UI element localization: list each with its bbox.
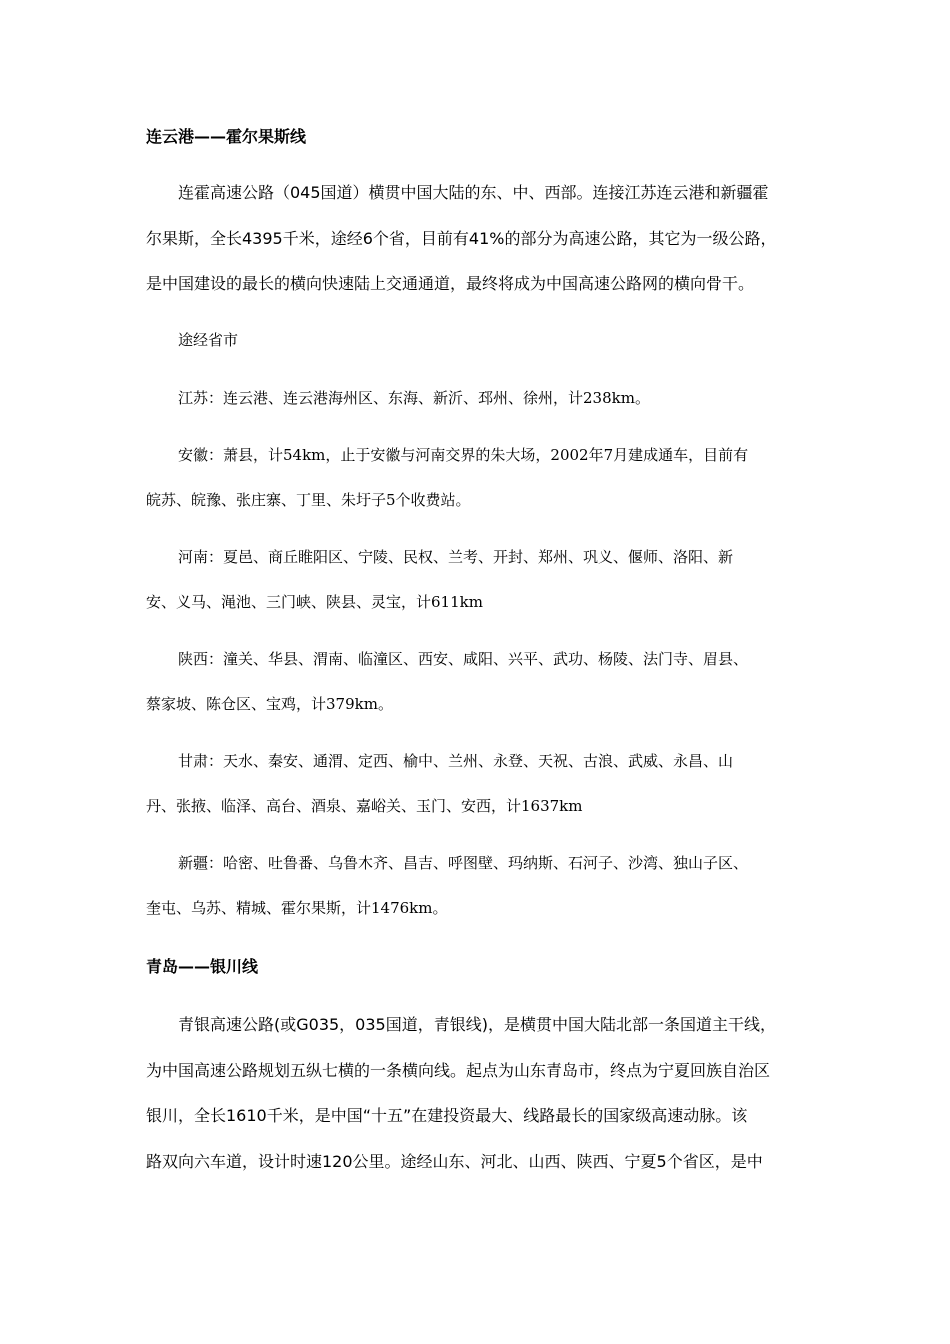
paragraph-line: 路双向六车道，设计时速120公里。途经山东、河北、山西、陕西、宁夏5个省区，是中: [146, 1152, 763, 1171]
paragraph-line: 为中国高速公路规划五纵七横的一条横向线。起点为山东青岛市，终点为宁夏回族自治区: [146, 1061, 771, 1080]
route-heading: 途经省市: [178, 331, 239, 349]
province-line: 陕西：潼关、华县、渭南、临潼区、西安、咸阳、兴平、武功、杨陵、法门寺、眉县、: [178, 650, 749, 668]
province-line: 蔡家坡、陈仓区、宝鸡，计379km。: [146, 695, 393, 713]
province-line: 奎屯、乌苏、精城、霍尔果斯，计1476km。: [146, 899, 448, 917]
paragraph-line: 青银高速公路(或G035，035国道，青银线)，是横贯中国大陆北部一条国道主干线，: [178, 1015, 776, 1034]
province-line: 丹、张掖、临泽、高台、酒泉、嘉峪关、玉门、安西，计1637km: [146, 797, 583, 815]
paragraph-line: 银川，全长1610千米，是中国“十五”在建投资最大、线路最长的国家级高速动脉。该: [146, 1106, 748, 1125]
paragraph-line: 尔果斯，全长4395千米，途经6个省，目前有41%的部分为高速公路，其它为一级公路，: [146, 229, 777, 248]
province-line: 甘肃：天水、秦安、通渭、定西、榆中、兰州、永登、天祝、古浪、武威、永昌、山: [178, 752, 734, 770]
section-title: 连云港——霍尔果斯线: [146, 127, 307, 146]
paragraph-line: 是中国建设的最长的横向快速陆上交通通道，最终将成为中国高速公路网的横向骨干。: [146, 274, 755, 293]
province-line: 皖苏、皖豫、张庄寨、丁里、朱圩子5个收费站。: [146, 491, 471, 509]
province-line: 安、义马、渑池、三门峡、陕县、灵宝，计611km: [146, 593, 483, 611]
province-line: 安徽：萧县，计54km，止于安徽与河南交界的朱大场，2002年7月建成通车，目前有: [178, 446, 749, 464]
province-line: 新疆：哈密、吐鲁番、乌鲁木齐、昌吉、呼图壁、玛纳斯、石河子、沙湾、独山子区、: [178, 854, 749, 872]
section-title: 青岛——银川线: [146, 957, 259, 976]
province-line: 江苏：连云港、连云港海州区、东海、新沂、邳州、徐州，计238km。: [178, 389, 650, 407]
paragraph-line: 连霍高速公路（045国道）横贯中国大陆的东、中、西部。连接江苏连云港和新疆霍: [178, 183, 769, 202]
province-line: 河南：夏邑、商丘睢阳区、宁陵、民权、兰考、开封、郑州、巩义、偃师、洛阳、新: [178, 548, 734, 566]
